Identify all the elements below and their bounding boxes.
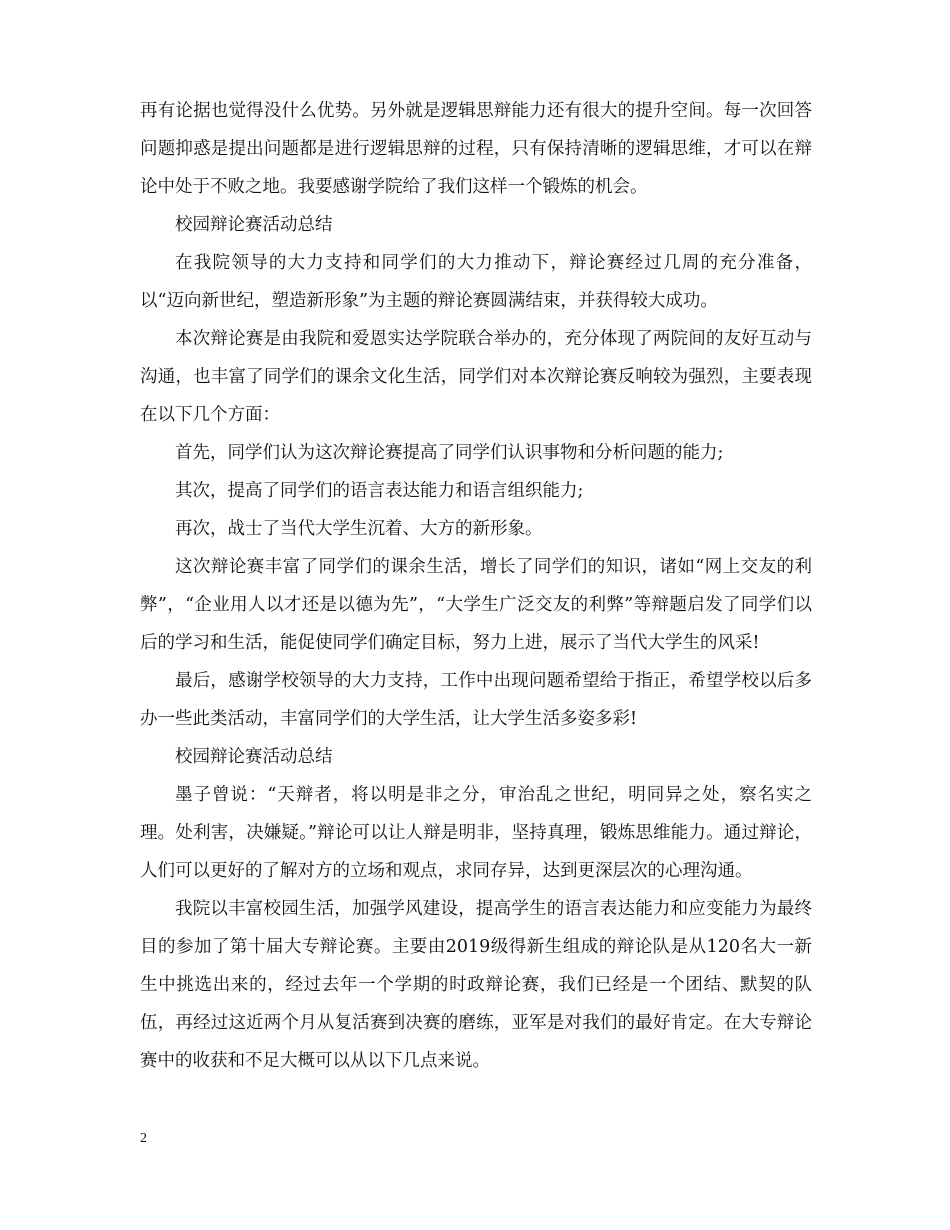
section-heading: 校园辩论赛活动总结 [175,215,333,235]
paragraph: 其次，提高了同学们的语言表达能力和语言组织能力; [175,481,584,501]
paragraph: 在我院领导的大力支持和同学们的大力推动下，辩论赛经过几周的充分准备，以“迈向新世纪，塑造新形象”为主题的辩论赛圆满结束，并获得较大成功。 [140,253,812,311]
document-body [140,92,812,1080]
paragraph-continuation: 再有论据也觉得没什么优势。另外就是逻辑思辩能力还有很大的提升空间。每一次回答问题抑惑是提出问题都是进行逻辑思辩的过程，只有保持清晰的逻辑思维，才可以在辩论中处于不败之地。我要感谢学院给了我们这样一个锻炼的机会。 [140,101,812,197]
paragraph: 墨子曾说：“天辩者，将以明是非之分，审治乱之世纪，明同异之处，察名实之理。处利害，决嫌疑。”辩论可以让人辩是明非，坚持真理，锻炼思维能力。通过辩论，人们可以更好的了解对方的立场和观点，求同存异，达到更深层次的心理沟通。 [140,785,812,881]
paragraph: 我院以丰富校园生活，加强学风建设，提高学生的语言表达能力和应变能力为最终目的参加了第十届大专辩论赛。主要由2019级得新生组成的辩论队是从120名大一新生中挑选出来的，经过去年一个学期的时政辩论赛，我们已经是一个团结、默契的队伍，再经过这近两个月从复活赛到决赛的磨练，亚军是对我们的最好肯定。在大专辩论赛中的收获和不足大概可以从以下几点来说。 [140,899,812,1071]
paragraph: 这次辩论赛丰富了同学们的课余生活，增长了同学们的知识，诸如“网上交友的利弊”，“企业用人以才还是以德为先”，“大学生广泛交友的利弊”等辩题启发了同学们以后的学习和生活，能促使同学们确定目标，努力上进，展示了当代大学生的风采! [140,557,812,653]
section-heading: 校园辩论赛活动总结 [175,747,333,767]
paragraph: 再次，战士了当代大学生沉着、大方的新形象。 [175,519,543,539]
paragraph: 最后，感谢学校领导的大力支持，工作中出现问题希望给于指正，希望学校以后多办一些此类活动，丰富同学们的大学生活，让大学生活多姿多彩! [140,671,812,729]
page-number: 2 [140,1131,147,1146]
paragraph: 本次辩论赛是由我院和爱恩实达学院联合举办的，充分体现了两院间的友好互动与沟通，也丰富了同学们的课余文化生活，同学们对本次辩论赛反响较为强烈，主要表现在以下几个方面： [140,329,812,425]
paragraph: 首先，同学们认为这次辩论赛提高了同学们认识事物和分析问题的能力; [175,443,724,463]
